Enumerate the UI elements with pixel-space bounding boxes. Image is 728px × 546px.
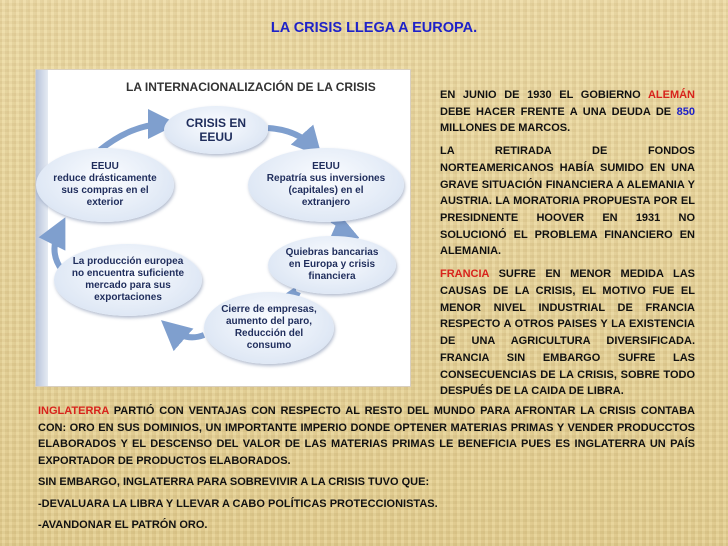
node-eeuu-reduce: EEUU reduce drásticamente sus compras en el exterior bbox=[36, 148, 174, 222]
node-produccion-europea: La producción europea no encuentra suficiente mercado para sus exportaciones bbox=[54, 244, 202, 316]
france-paragraph: FRANCIA SUFRE EN MENOR MEDIDA LAS CAUSAS DE LA CRISIS, EL MOTIVO FUE EL MENOR NIVEL INDUSTRIAL DE FRANCIA RESPECTO A OTROS PAISES Y LA EXISTENCIA DE UNA AGRICULTURA DIVERSIFICADA. FRANCIA SIN EMBARGO SUFRE LAS CONSECUENCIAS DE LA CRISIS, SOBRE TODO DESPUÉS DE LA CAIDA DE LIBRA. bbox=[440, 268, 695, 398]
country-francia: FRANCIA bbox=[440, 268, 490, 281]
slide-title: LA CRISIS LLEGA A EUROPA. bbox=[270, 20, 478, 36]
england-paragraph: INGLATERRA PARTIÓ CON VENTAJAS CON RESPECTO AL RESTO DEL MUNDO PARA AFRONTAR LA CRISIS CONTABA CON: ORO EN SUS DOMINIOS, UN IMPORTANTE IMPERIO DONDE OPTENER MATERIAS PRIMAS Y VENDER PRODUCCTOS ELABORADOS Y EL DESCENSO DEL VALOR DE LAS MATERIAS PRIMAS LE BENEFICIA PUES ES INGLATERRA UN PAÍS EXPORTADOR DE PRODUCTOS ELABORADOS. bbox=[38, 405, 695, 467]
node-cierre-empresas: Cierre de empresas, aumento del paro, Reducción del consumo bbox=[204, 292, 334, 364]
england-measure-2: -AVANDONAR EL PATRÓN ORO. bbox=[38, 519, 208, 531]
node-quiebras-bancarias: Quiebras bancarias en Europa y crisis financiera bbox=[268, 236, 396, 294]
node-eeuu-repatria: EEUU Repatría sus inversiones (capitales) en el extranjero bbox=[248, 148, 404, 222]
withdrawal-paragraph: LA RETIRADA DE FONDOS NORTEAMERICANOS HABÍA SUMIDO EN UNA GRAVE SITUACIÓN FINANCIERA A ALEMANIA Y AUSTRIA. LA MORATORIA PROPUESTA POR EL PRESIDNENTE HOOVER EN 1931 NO SOLUCIONÓ EL PROBLEMA FINANCIERO EN ALEMANIA. bbox=[440, 145, 695, 258]
england-measure-1: -DEVALUARA LA LIBRA Y LLEVAR A CABO POLÍTICAS PROTECCIONISTAS. bbox=[38, 497, 438, 510]
diagram-title: LA INTERNACIONALIZACIÓN DE LA CRISIS bbox=[126, 80, 376, 94]
country-aleman: ALEMÁN bbox=[647, 89, 695, 101]
england-survival-intro: SIN EMBARGO, INGLATERRA PARA SOBREVIVIR A LA CRISIS TUVO QUE: bbox=[38, 476, 430, 488]
germany-france-text bbox=[440, 87, 695, 406]
country-inglaterra: INGLATERRA bbox=[38, 405, 109, 417]
germany-paragraph: EN JUNIO DE 1930 EL GOBIERNO ALEMÁN DEBE HACER FRENTE A UNA DEUDA DE 850 MILLONES DE MARCOS. bbox=[440, 89, 695, 135]
england-text bbox=[38, 403, 695, 539]
arrow-reduce-to-crisis bbox=[100, 124, 166, 150]
node-crisis-eeuu: CRISIS EN EEUU bbox=[164, 106, 268, 154]
arrow-cierre-to-produccion bbox=[170, 328, 204, 337]
debt-amount: 850 bbox=[676, 105, 695, 118]
crisis-cycle-diagram bbox=[36, 70, 410, 386]
arrow-crisis-to-repatria bbox=[268, 128, 314, 148]
